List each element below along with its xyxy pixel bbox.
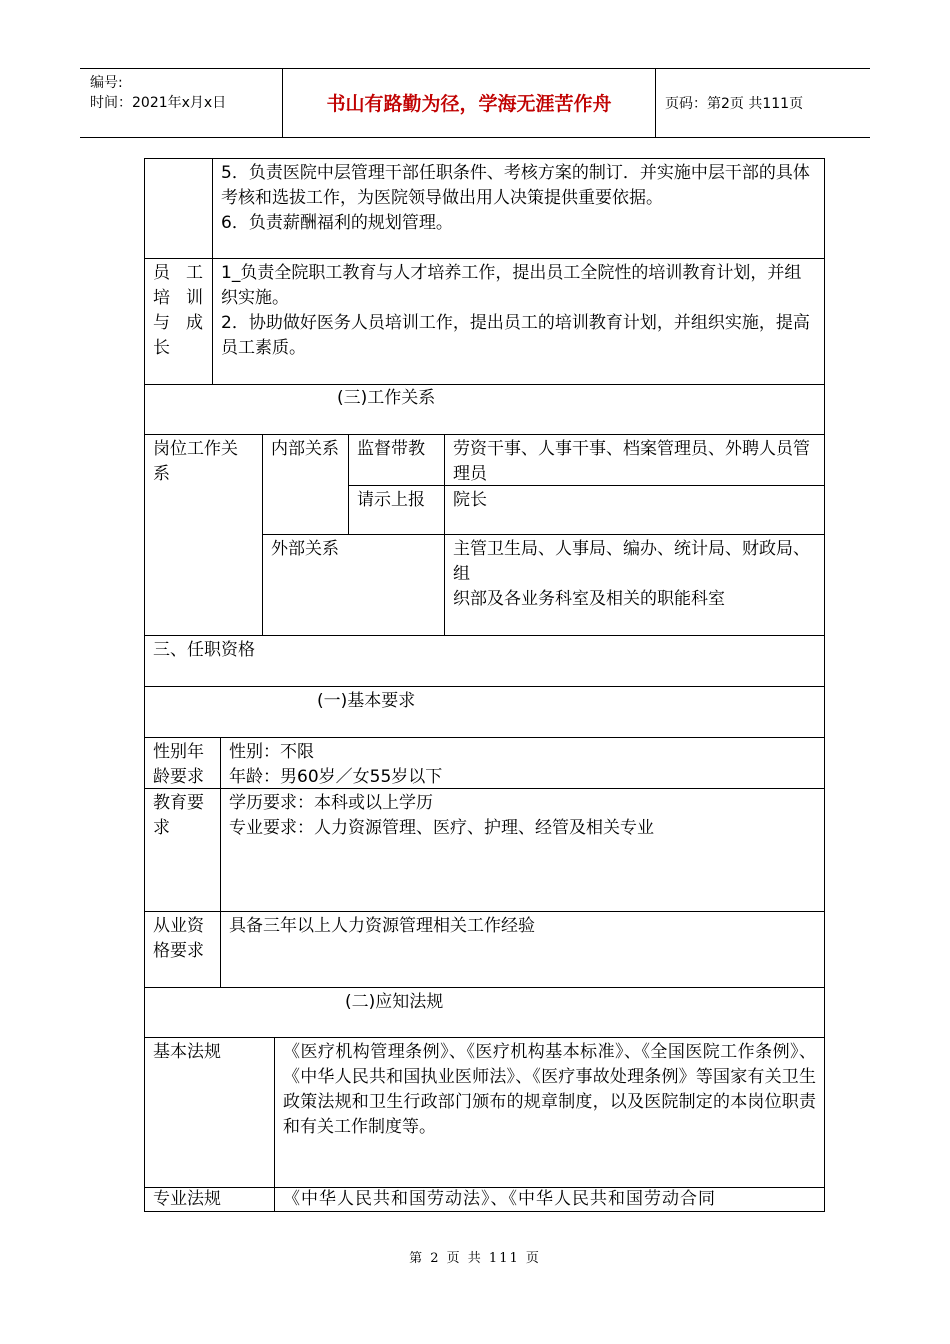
- duties-label-cell: [145, 159, 213, 259]
- basic-requirements-title: (一)基本要求: [145, 687, 825, 738]
- number-label: 编号:: [90, 75, 123, 91]
- duty-5: 5．负责医院中层管理干部任职条件、考核方案的制订．并实施中层干部的具体考核和选拔工作，为医院领导做出用人决策提供重要依据。: [221, 163, 810, 208]
- internal-relation-label: 内部关系: [263, 435, 349, 535]
- qualification-title: 三、任职资格: [145, 636, 825, 687]
- header-page-info: 页码：第2页 共111页: [665, 96, 804, 112]
- pro-laws-value: 《中华人民共和国劳动法》、《中华人民共和国劳动合同: [275, 1188, 825, 1212]
- basic-laws-label: 基本法规: [145, 1038, 275, 1188]
- practice-value: 具备三年以上人力资源管理相关工作经验: [221, 912, 825, 988]
- job-description-table: [144, 158, 825, 1212]
- education-value: [221, 789, 825, 912]
- report-value: 院长: [445, 486, 825, 535]
- education-label: 教育要求: [145, 789, 221, 912]
- supervise-value: 劳资干事、人事干事、档案管理员、外聘人员管理员: [445, 435, 825, 486]
- supervise-label: 监督带教: [349, 435, 445, 486]
- practice-label: 从业资格要求: [145, 912, 221, 988]
- major-value: 专业要求：人力资源管理、医疗、护理、经管及相关专业: [229, 818, 654, 838]
- age-value: 年龄：男60岁／女55岁以下: [229, 767, 443, 787]
- degree-value: 学历要求：本科或以上学历: [229, 793, 433, 813]
- training-line-2: 2．协助做好医务人员培训工作，提出员工的培训教育计划，并组织实施，提高员工素质。: [221, 313, 810, 358]
- header-meta: [80, 69, 283, 137]
- work-relation-title: (三)工作关系: [145, 385, 825, 435]
- external-relation-value: [445, 535, 825, 636]
- training-label: [145, 259, 213, 385]
- pro-laws-label: 专业法规: [145, 1188, 275, 1212]
- external-value-line-1: 主管卫生局、人事局、编办、统计局、财政局、组: [453, 539, 810, 584]
- training-line-1: 1_负责全院职工教育与人才培养工作，提出员工全院性的培训教育计划，并组织实施。: [221, 263, 802, 308]
- gender-value: 性别：不限: [229, 742, 314, 762]
- relation-label: 岗位工作关系: [145, 435, 263, 636]
- basic-laws-value: 《医疗机构管理条例》、《医疗机构基本标准》、《全国医院工作条例》、《中华人民共和国执业医师法》、《医疗事故处理条例》等国家有关卫生政策法规和卫生行政部门颁布的规章制度，以及医院制定的本岗位职责和有关工作制度等。: [275, 1038, 825, 1188]
- gender-age-value: [221, 738, 825, 789]
- training-content: [213, 259, 825, 385]
- laws-title: (二)应知法规: [145, 988, 825, 1038]
- gender-age-label: 性别年龄要求: [145, 738, 221, 789]
- page-footer: 第 2 页 共 111 页: [409, 1251, 541, 1266]
- page-header: [80, 68, 870, 138]
- training-label-text: 员工培训与成长: [153, 263, 203, 358]
- duty-6: 6．负责薪酬福利的规划管理。: [221, 213, 453, 233]
- report-label: 请示上报: [349, 486, 445, 535]
- external-relation-label: 外部关系: [263, 535, 445, 636]
- header-slogan: 书山有路勤为径，学海无涯苦作舟: [283, 69, 656, 137]
- external-value-line-2: 织部及各业务科室及相关的职能科室: [453, 589, 725, 609]
- time-label: 时间：2021年x月x日: [90, 95, 227, 111]
- duties-cont-cell: [213, 159, 825, 259]
